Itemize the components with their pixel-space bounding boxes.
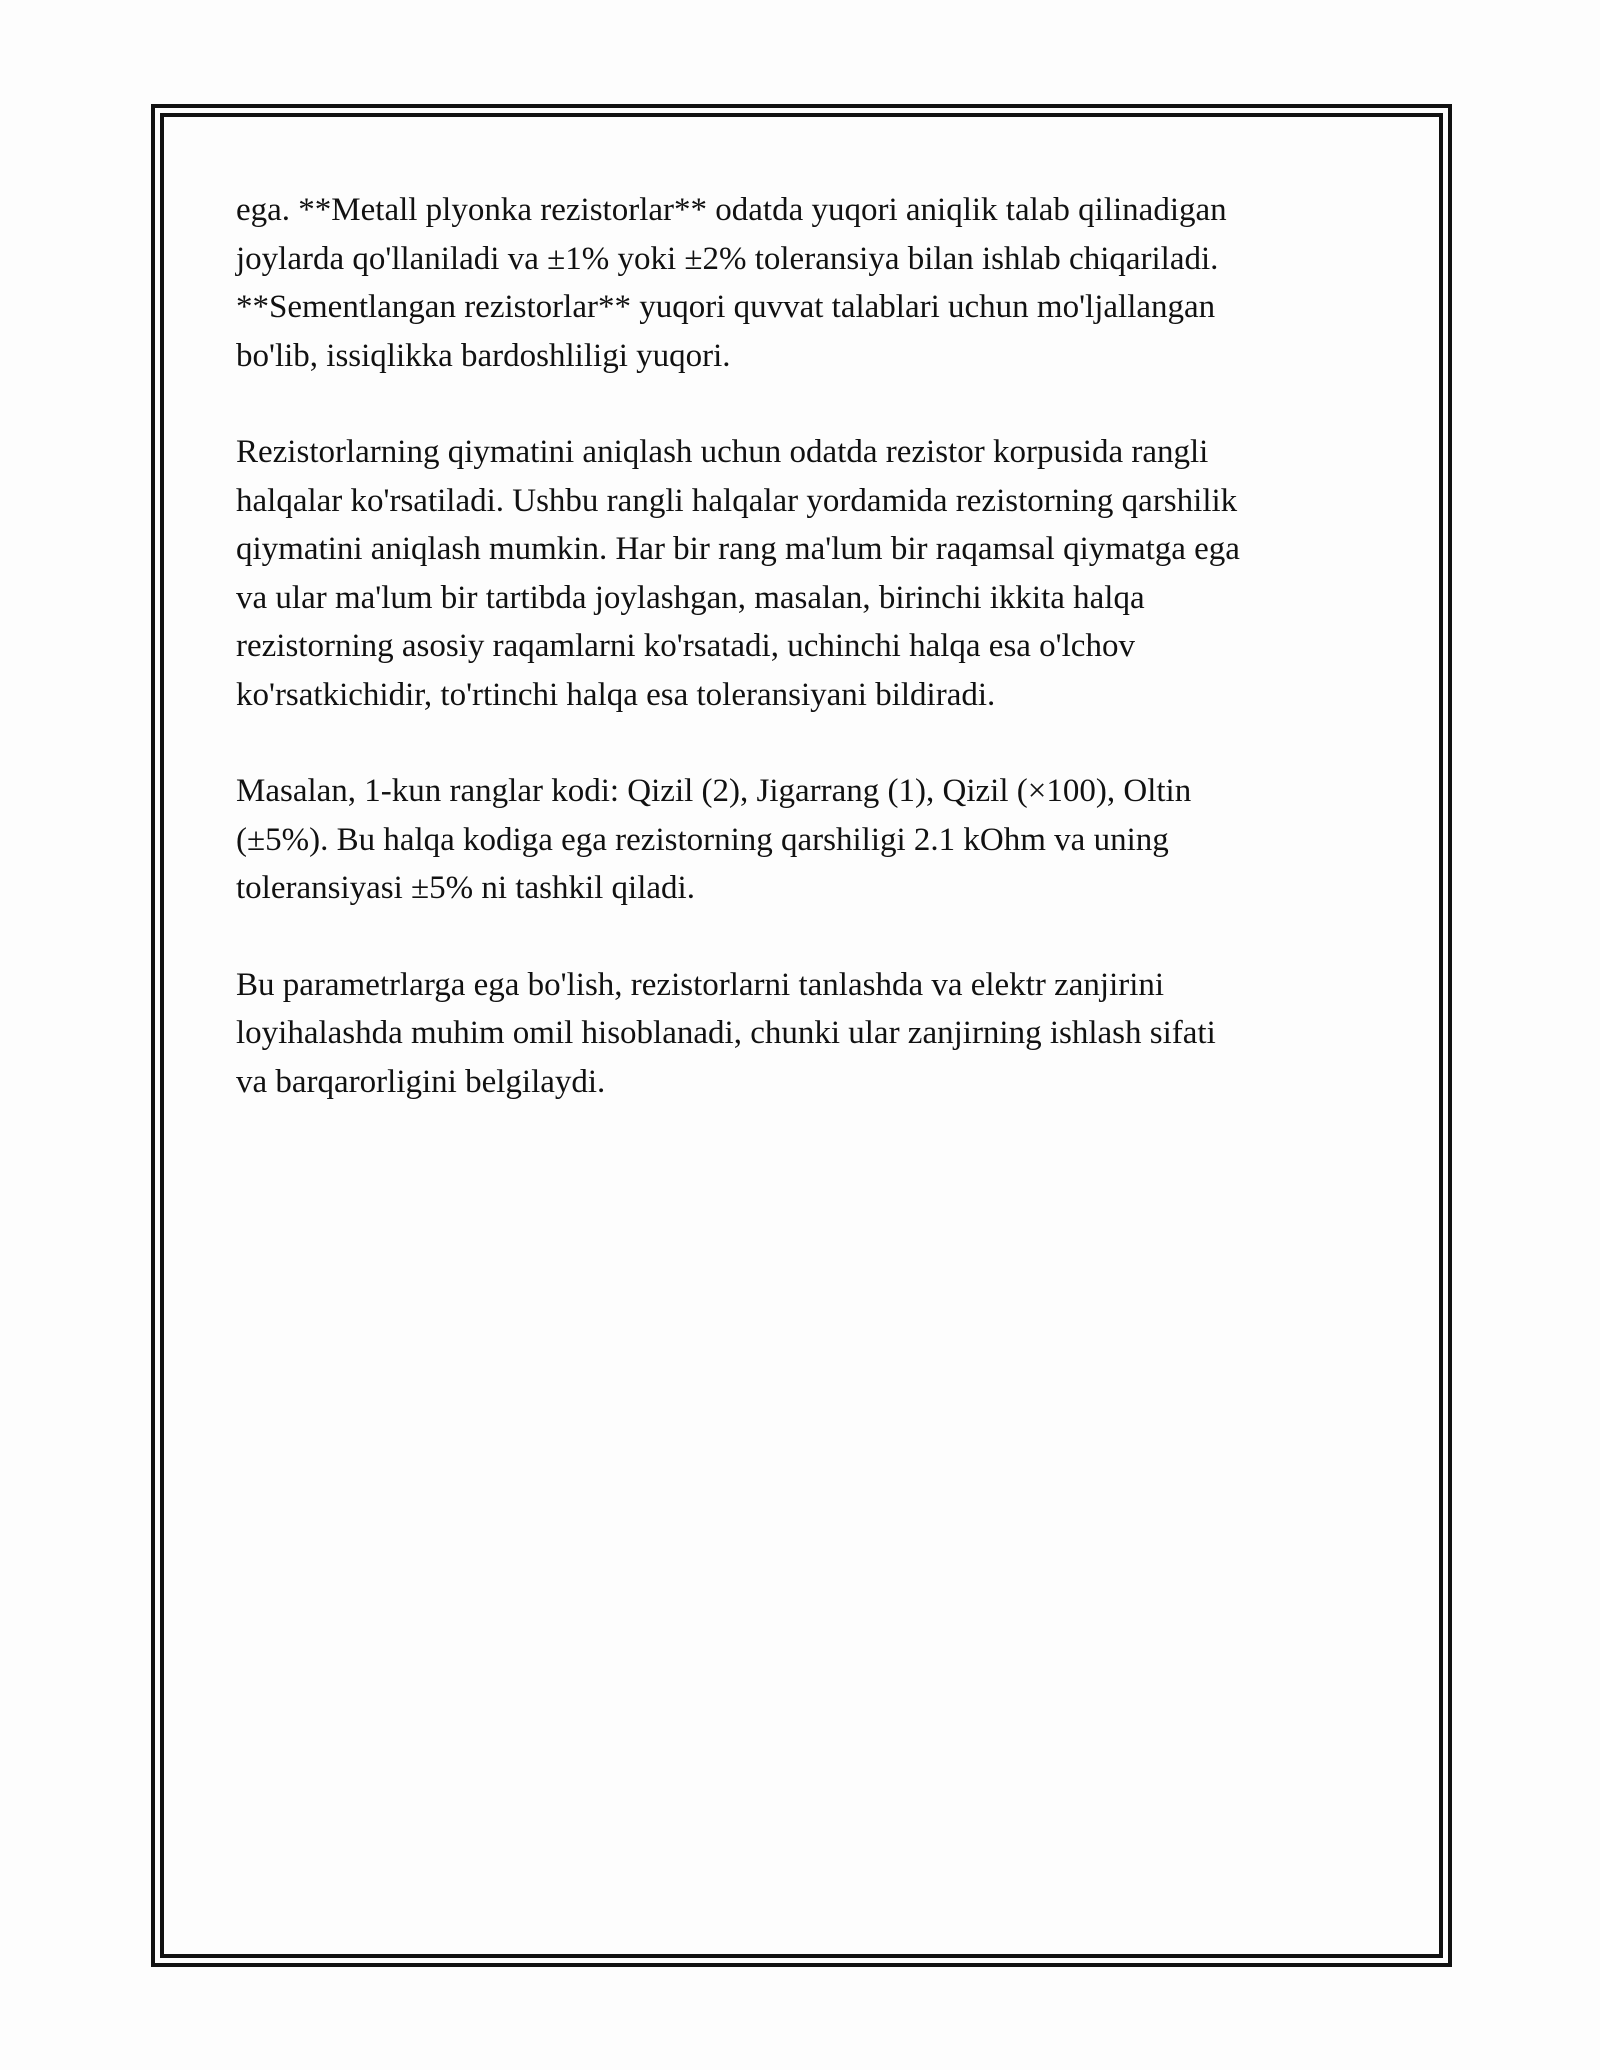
page-body bbox=[236, 186, 1372, 1154]
paragraph-color-bands: Rezistorlarning qiymatini aniqlash uchun odatda rezistor korpusida rangli halqalar ko'rsatiladi. Ushbu rangli halqalar yordamida rezistorning qarshilik qiymatini aniqlash mumkin. Har bir rang ma'lum bir raqamsal qiymatga ega va ular ma'lum bir tartibda joylashgan, masalan, birinchi ikkita halqa rezistorning asosiy raqamlarni ko'rsatadi, uchinchi halqa esa o'lchov ko'rsatkichidir, to'rtinchi halqa esa toleransiyani bildiradi. bbox=[236, 434, 1240, 713]
paragraph-resistor-types: ega. **Metall plyonka rezistorlar** odatda yuqori aniqlik talab qilinadigan joylarda qo'llaniladi va ±1% yoki ±2% toleransiya bilan ishlab chiqariladi. **Sementlangan rezistorlar** yuqori quvvat talablari uchun mo'ljallangan bo'lib, issiqlikka bardoshliligi yuqori. bbox=[236, 192, 1227, 374]
paragraph-conclusion: Bu parametrlarga ega bo'lish, rezistorlarni tanlashda va elektr zanjirini loyihalashda muhim omil hisoblanadi, chunki ular zanjirning ishlash sifati va barqarorligini belgilaydi. bbox=[236, 966, 1216, 1100]
paragraph-example: Masalan, 1-kun ranglar kodi: Qizil (2), Jigarrang (1), Qizil (×100), Oltin (±5%). Bu halqa kodiga ega rezistorning qarshiligi 2.1 kOhm va uning toleransiyasi ±5% ni tashkil qiladi. bbox=[236, 773, 1192, 906]
